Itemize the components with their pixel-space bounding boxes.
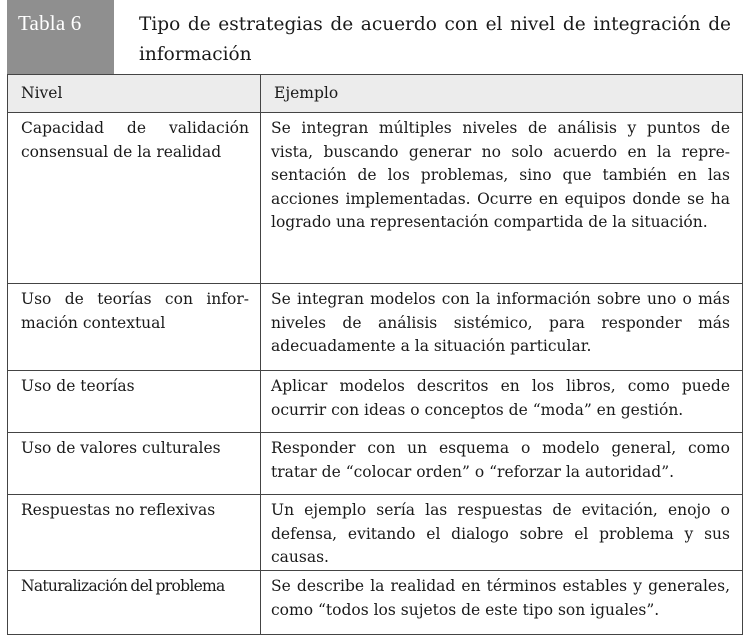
nivel-cell: Uso de valores culturales <box>8 433 261 495</box>
nivel-cell: Capacidad de validación consensual de la realidad <box>8 113 261 284</box>
table-row <box>8 571 743 635</box>
table-row <box>8 113 743 284</box>
ejemplo-cell: Se integran modelos con la información sobre uno o más niveles de análisis sistémico, para responder más adecuadamente a la situación particular. <box>261 284 743 371</box>
ejemplo-cell: Un ejemplo sería las respuestas de evitación, enojo o defensa, evitando el dialogo sobre el problema y sus causas. <box>261 495 743 571</box>
header-nivel: Nivel <box>8 75 261 113</box>
table-row <box>8 371 743 433</box>
ejemplo-cell: Se integran múltiples niveles de análisis y puntos de vista, buscando generar no solo acuerdo en la representación de los problemas, sino que también en las acciones implementadas. Ocurre en equipos donde se ha logrado una representación compartida de la situación. <box>261 113 743 284</box>
nivel-cell: Uso de teorías <box>8 371 261 433</box>
table-row <box>8 433 743 495</box>
table-row <box>8 284 743 371</box>
ejemplo-cell: Se describe la realidad en términos estables y generales, como “todos los sujetos de este tipo son iguales”. <box>261 571 743 635</box>
table-title: Tipo de estrategias de acuerdo con el nivel de integración de información <box>139 14 731 65</box>
strategies-table <box>7 74 743 635</box>
nivel-cell: Respuestas no reflexivas <box>8 495 261 571</box>
nivel-cell: Uso de teorías con información contextual <box>8 284 261 371</box>
header-ejemplo: Ejemplo <box>261 75 743 113</box>
nivel-cell: Naturalización del problema <box>8 571 261 635</box>
table-label: Tabla 6 <box>18 11 82 35</box>
ejemplo-cell: Responder con un esquema o modelo general, como tratar de “colocar orden” o “reforzar la autoridad”. <box>261 433 743 495</box>
ejemplo-cell: Aplicar modelos descritos en los libros, como puede ocurrir con ideas o conceptos de “moda” en gestión. <box>261 371 743 433</box>
table-header-row <box>8 75 743 113</box>
table-row <box>8 495 743 571</box>
